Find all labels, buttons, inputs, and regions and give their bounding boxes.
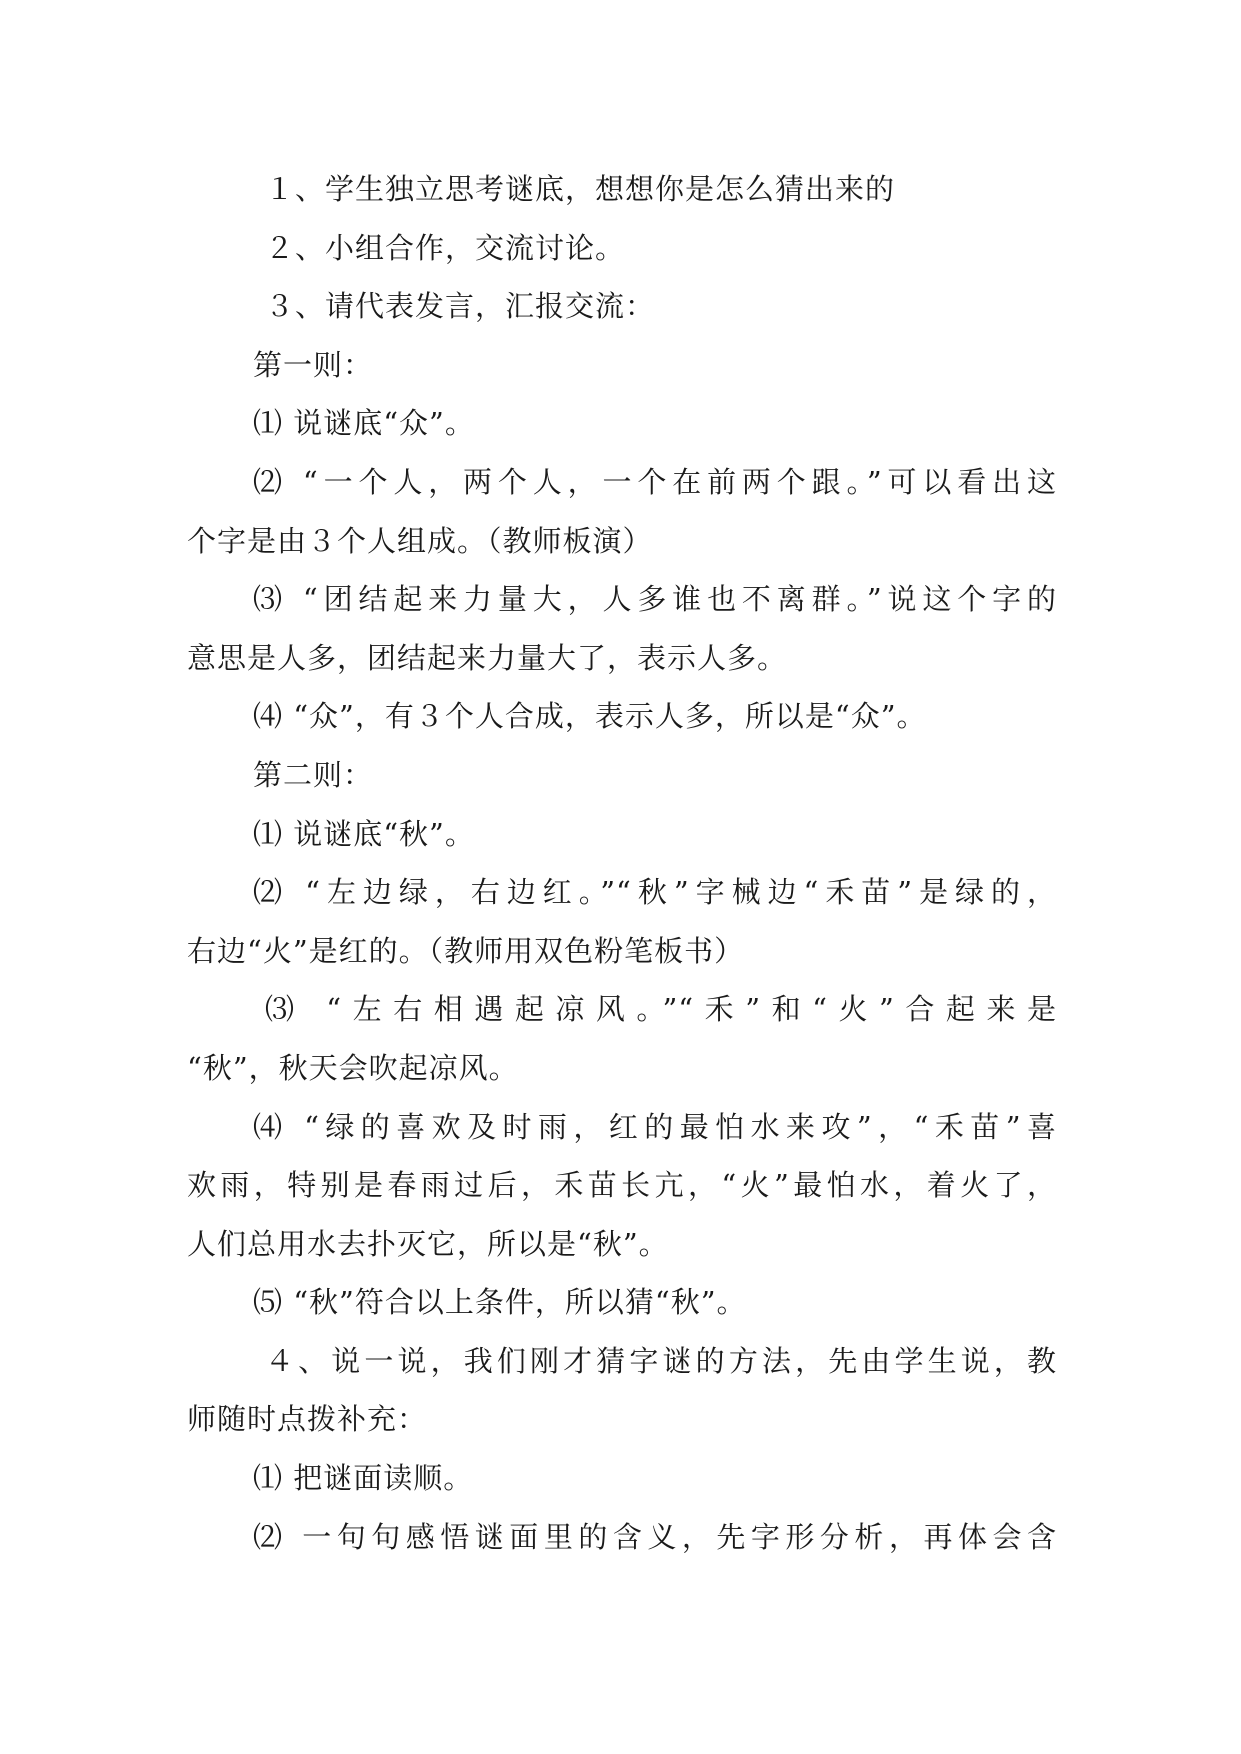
step-4-line-cont: 师随时点拨补充： (187, 1402, 428, 1437)
step-2-line: ２、小组合作，交流讨论。 (265, 230, 626, 265)
riddle-2-item-4-cont-2: 人们总用水去扑灭它，所以是“秋”。 (187, 1226, 669, 1261)
step-3-line: ３、请代表发言，汇报交流： (265, 289, 656, 324)
riddle-2-item-2: ⑵ “左边绿，右边红。”“秋”字械边“禾苗”是绿的， (253, 875, 1057, 910)
riddle-2-item-1: ⑴ 说谜底“秋”。 (253, 816, 475, 851)
riddle-1-item-3-cont: 意思是人多，团结起来力量大了，表示人多。 (187, 640, 788, 675)
riddle-2-item-3: ⑶ “左右相遇起凉风。”“禾”和“火”合起来是 (265, 992, 1057, 1027)
riddle-1-item-4: ⑷ “众”，有３个人合成，表示人多，所以是“众”。 (253, 699, 927, 734)
riddle-1-item-3: ⑶ “团结起来力量大，人多谁也不离群。”说这个字的 (253, 582, 1057, 617)
method-item-2: ⑵ 一句句感悟谜面里的含义，先字形分析，再体会含 (253, 1519, 1057, 1554)
riddle-2-item-2-cont: 右边“火”是红的。（教师用双色粉笔板书） (187, 933, 745, 968)
riddle-2-item-4: ⑷ “绿的喜欢及时雨，红的最怕水来攻”，“禾苗”喜 (253, 1109, 1057, 1144)
method-item-1: ⑴ 把谜面读顺。 (253, 1461, 474, 1496)
riddle-1-item-1: ⑴ 说谜底“众”。 (253, 406, 475, 441)
step-4-line: ４、说一说，我们刚才猜字谜的方法，先由学生说，教 (265, 1343, 1057, 1378)
riddle-2-item-4-cont-1: 欢雨，特别是春雨过后，禾苗长亢，“火”最怕水，着火了， (187, 1168, 1057, 1203)
riddle-2-item-3-cont: “秋”，秋天会吹起凉风。 (187, 1050, 519, 1085)
document-body (187, 160, 1057, 1566)
riddle-2-item-5: ⑸ “秋”符合以上条件，所以猜“秋”。 (253, 1285, 747, 1320)
step-1-line: １、学生独立思考谜底，想想你是怎么猜出来的 (265, 172, 896, 206)
riddle-1-item-2: ⑵ “一个人，两个人，一个在前两个跟。”可以看出这 (253, 464, 1057, 499)
riddle-2-heading: 第二则： (253, 757, 374, 792)
riddle-1-item-2-cont: 个字是由３个人组成。（教师板演） (187, 523, 653, 558)
riddle-1-heading: 第一则： (253, 347, 374, 382)
